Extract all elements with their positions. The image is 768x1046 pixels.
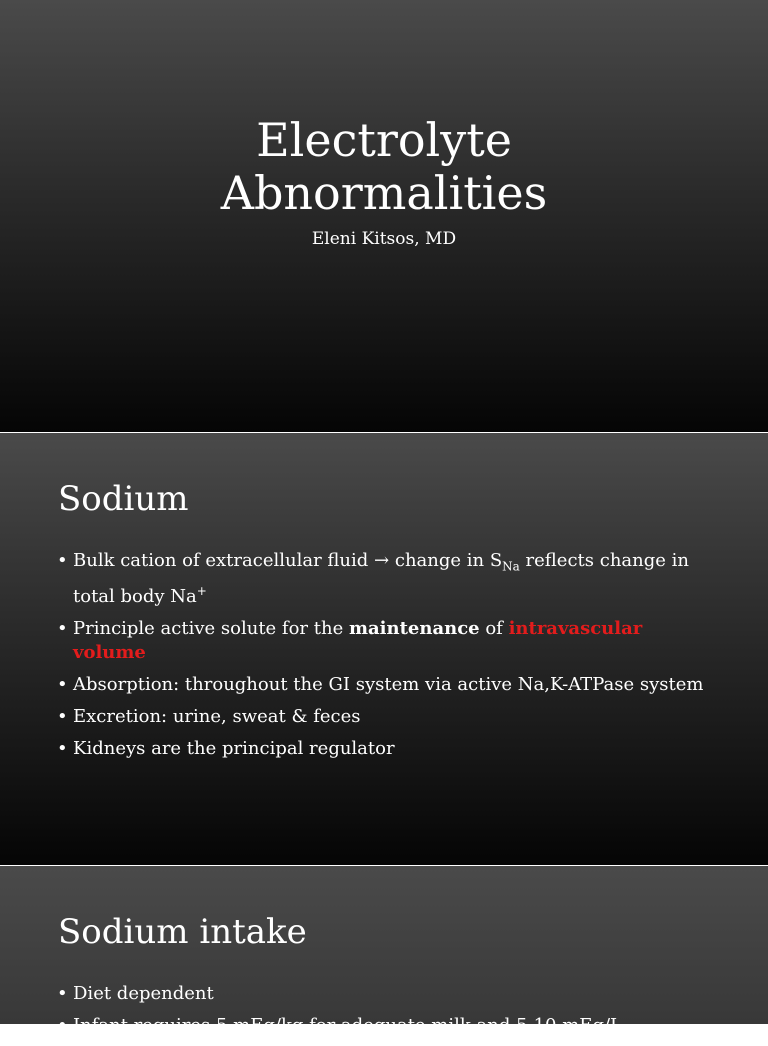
bullet-item: • Principle active solute for the maintenance of intravascular volume xyxy=(57,617,717,665)
sodium-intake-slide xyxy=(0,866,768,1036)
bullet-list xyxy=(57,982,717,1046)
arrow-icon: → xyxy=(374,550,390,571)
slide-title: Sodium intake xyxy=(58,912,307,952)
author-subtitle: Eleni Kitsos, MD xyxy=(311,229,457,249)
bullet-list xyxy=(57,549,717,769)
title-line-2: Abnormalities xyxy=(220,166,548,220)
bullet-item: • Excretion: urine, sweat & feces xyxy=(57,705,717,729)
bullet-item: • Absorption: throughout the GI system via active Na,K-ATPase system xyxy=(57,673,717,697)
bullet-item: • Kidneys are the principal regulator xyxy=(57,737,717,761)
bullet-item: • Bulk cation of extracellular fluid → change in $S_{Na}$ reflects change in total body Na+ xyxy=(57,549,717,609)
bullet-item: • Diet dependent xyxy=(57,982,717,1006)
sodium-slide xyxy=(0,433,768,865)
presentation-title xyxy=(0,114,768,220)
title-slide xyxy=(0,0,768,432)
title-line-1: Electrolyte xyxy=(256,113,512,167)
highlighted-term: intravascular volume xyxy=(73,617,643,663)
bullet-item: • Infant requires 5 mEq/kg for adequate milk and 5-10 mEq/L xyxy=(57,1014,717,1038)
slide-title: Sodium xyxy=(58,479,189,519)
